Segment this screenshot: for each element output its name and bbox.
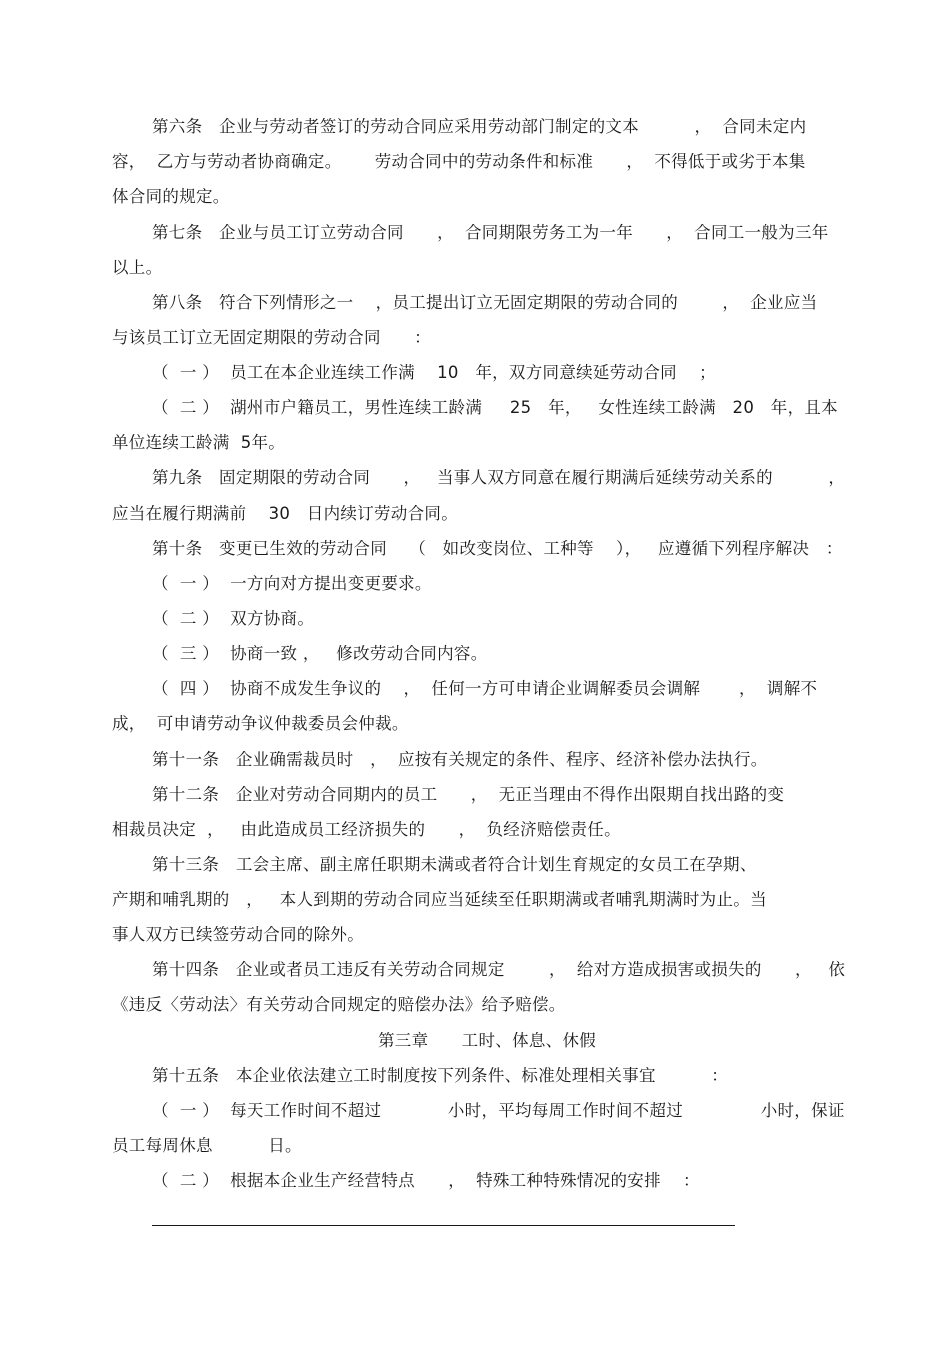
text-line: （ 一 ） 员工在本企业连续工作满 10 年，双方同意续延劳动合同 ；	[152, 363, 716, 382]
text-line: 体合同的规定。	[112, 187, 230, 206]
text-line: 事人双方已续签劳动合同的除外。	[112, 925, 364, 944]
text-line: 应当在履行期满前 30 日内续订劳动合同。	[112, 504, 459, 523]
text-line: 第六条 企业与劳动者签订的劳动合同应采用劳动部门制定的文本 ， 合同未定内	[152, 117, 807, 136]
text-line: 与该员工订立无固定期限的劳动合同 ：	[112, 328, 431, 347]
text-line: 第九条 固定期限的劳动合同 ， 当事人双方同意在履行期满后延续劳动关系的 ，	[152, 468, 846, 487]
text-line: 以上。	[112, 258, 163, 277]
text-line: （ 二 ） 双方协商。	[152, 609, 315, 628]
text-line: 成， 可申请劳动争议仲裁委员会仲裁。	[112, 714, 409, 733]
blank-fill-line	[152, 1225, 735, 1226]
text-line: 产期和哺乳期的 ， 本人到期的劳动合同应当延续至任职期满或者哺乳期满时为止。当	[112, 890, 767, 909]
text-line: 第十条 变更已生效的劳动合同 （ 如改变岗位、工种等 ）， 应遵循下列程序解决 ：	[152, 539, 843, 558]
text-line: 第十四条 企业或者员工违反有关劳动合同规定 ， 给对方造成损害或损失的 ， 依	[152, 960, 846, 979]
text-line: （ 四 ） 协商不成发生争议的 ， 任何一方可申请企业调解委员会调解 ， 调解不	[152, 679, 818, 698]
text-line: 第八条 符合下列情形之一 ，员工提出订立无固定期限的劳动合同的 ， 企业应当	[152, 293, 818, 312]
text-line: 第七条 企业与员工订立劳动合同 ， 合同期限劳务工为一年 ， 合同工一般为三年	[152, 223, 829, 242]
chapter-heading: 第三章 工时、体息、休假	[378, 1031, 597, 1050]
text-line: 第十五条 本企业依法建立工时制度按下列条件、标准处理相关事宜 ：	[152, 1066, 729, 1085]
text-line: 相裁员决定 ， 由此造成员工经济损失的 ， 负经济赔偿责任。	[112, 820, 621, 839]
text-line: （ 一 ） 一方向对方提出变更要求。	[152, 574, 432, 593]
text-line: （ 三 ） 协商一致 ， 修改劳动合同内容。	[152, 644, 488, 663]
text-line: （ 二 ） 根据本企业生产经营特点 ， 特殊工种特殊情况的安排 ：	[152, 1171, 700, 1190]
text-line: （ 二 ） 湖州市户籍员工，男性连续工龄满 25 年， 女性连续工龄满 20 年，且本	[152, 398, 838, 417]
text-line: 第十二条 企业对劳动合同期内的员工 ， 无正当理由不得作出限期自找出路的变	[152, 785, 785, 804]
text-line: 第十三条 工会主席、副主席任职期未满或者符合计划生育规定的女员工在孕期、	[152, 855, 757, 874]
text-line: 第十一条 企业确需裁员时 ， 应按有关规定的条件、程序、经济补偿办法执行。	[152, 750, 768, 769]
text-line: （ 一 ） 每天工作时间不超过 小时，平均每周工作时间不超过 小时，保证	[152, 1101, 845, 1120]
text-line: 容， 乙方与劳动者协商确定。 劳动合同中的劳动条件和标准 ， 不得低于或劣于本集	[112, 152, 806, 171]
text-line: 员工每周休息 日。	[112, 1136, 302, 1155]
text-line: 单位连续工龄满 5年。	[112, 433, 286, 452]
text-line: 《违反〈劳动法〉有关劳动合同规定的赔偿办法》给予赔偿。	[112, 995, 566, 1014]
